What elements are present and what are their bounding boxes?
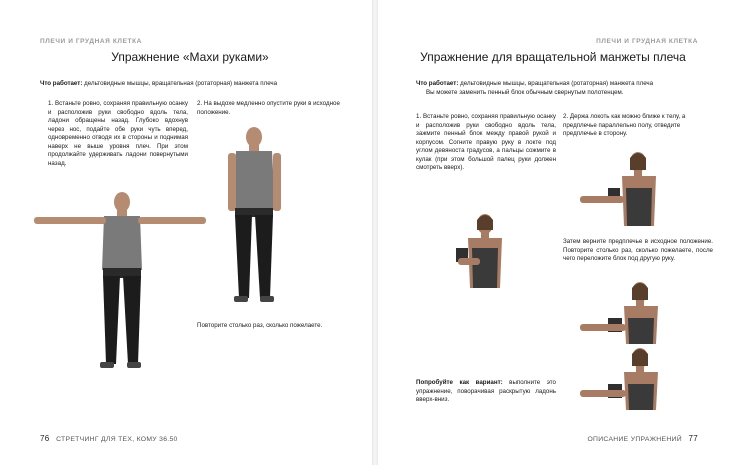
photo-palm-variant-2 xyxy=(578,346,678,410)
photo-start-position xyxy=(218,122,288,308)
left-works-label: Что работает: xyxy=(40,80,83,87)
right-running-title: ОПИСАНИЕ УПРАЖНЕНИЙ xyxy=(587,436,682,443)
right-title: Упражнение для вращательной манжеты плеча xyxy=(420,50,686,64)
right-step-3: Затем верните предплечье в исходное положение. Повторите столько раз, сколько пожелаете, после чего переложите блок под другую руку. xyxy=(563,238,713,262)
right-page-number: 77 xyxy=(688,434,698,443)
photo-rotator-arm-out xyxy=(578,148,678,226)
woman-variant-1-figure xyxy=(580,282,658,344)
right-note: Вы можете заменить пенный блок обычным свернутым полотенцем. xyxy=(426,89,624,96)
man-standing-figure xyxy=(228,127,281,302)
right-step-2: 2. Держа локоть как можно ближе к телу, а предплечье параллельно полу, отведите предплечье в сторону. xyxy=(563,113,686,137)
left-works-line xyxy=(40,80,350,89)
right-variant-label: Попробуйте как вариант: xyxy=(416,379,503,386)
right-variant xyxy=(416,379,556,405)
right-step-1: 1. Встаньте ровно, сохраняя правильную осанку и расположив руки свободно вдоль тела, зажмите пенный блок между правой рукой и корпусом. Согните правую руку в локте под углом девяноста градусов, а пальцы сожмите в кулак (при этом большой палец руки должен смотреть вверх). xyxy=(416,113,556,171)
left-section-label: ПЛЕЧИ И ГРУДНАЯ КЛЕТКА xyxy=(40,38,142,45)
left-repeat-note: Повторите столько раз, сколько пожелаете. xyxy=(197,322,323,329)
left-works-text: дельтовидные мышцы, вращательная (ротаторная) манжета плеча xyxy=(82,80,278,87)
right-works-line xyxy=(416,80,716,89)
right-page xyxy=(378,0,750,465)
photo-palm-variant-1 xyxy=(578,280,678,344)
right-works-label: Что работает: xyxy=(416,80,459,87)
right-section-label: ПЛЕЧИ И ГРУДНАЯ КЛЕТКА xyxy=(596,38,698,45)
woman-arm-out-figure xyxy=(580,152,656,226)
woman-variant-2-figure xyxy=(580,348,658,410)
left-step-2: 2. На выдохе медленно опустите руки в исходное положение. xyxy=(197,100,340,116)
man-arms-raised-figure xyxy=(34,192,206,368)
right-works-text: дельтовидные мышцы, вращательная (ротаторная) манжета плеча xyxy=(458,80,654,87)
right-footer xyxy=(587,434,698,443)
photo-rotator-start xyxy=(450,212,520,288)
left-step-1: 1. Встаньте ровно, сохраняя правильную осанку и расположив руки свободно вдоль тела, ладони обращены назад. Глубоко вдохнув через нос, подайте обе руки чуть вперед, одновременно отводя их в стороны и поднимая наверх не выше уровня плеч. При этом продолжайте удерживать ладони повернутыми назад. xyxy=(48,100,188,167)
left-page-number: 76 xyxy=(40,434,50,443)
left-page xyxy=(0,0,372,465)
left-running-title: СТРЕТЧИНГ ДЛЯ ТЕХ, КОМУ 36.50 xyxy=(56,436,178,443)
left-title: Упражнение «Махи руками» xyxy=(111,50,269,64)
right-variant-text: выполните это упражнение, поворачивая раскрытую ладонь вверх-вниз. xyxy=(416,379,556,403)
left-footer xyxy=(40,434,178,443)
woman-start-figure xyxy=(456,214,502,288)
photo-arms-raised xyxy=(30,188,210,378)
